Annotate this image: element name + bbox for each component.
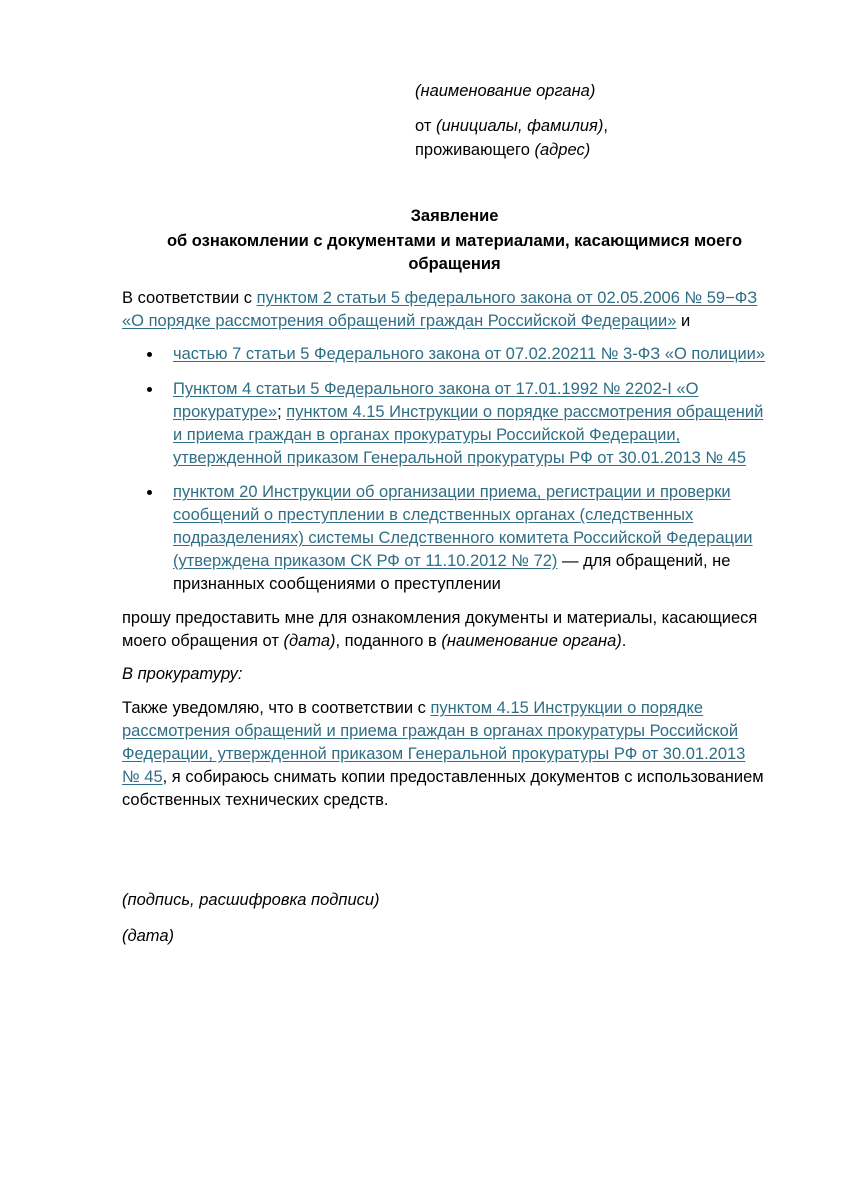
prosecution-instruction-notice-link-cont[interactable]: № 45 bbox=[122, 768, 163, 786]
investigative-instruction-link[interactable]: пунктом 20 Инструкции об организации приема, регистрации и проверки bbox=[173, 483, 731, 501]
prosecution-instruction-link[interactable]: пунктом 4.15 Инструкции о порядке рассмотрения обращений bbox=[286, 403, 764, 421]
request-prefix: моего обращения от bbox=[122, 632, 284, 650]
investigative-instruction-link-cont[interactable]: сообщений о преступлении в следственных органах (следственных bbox=[173, 506, 694, 524]
prosecution-instruction-link-cont[interactable]: утвержденной приказом Генеральной прокуратуры РФ от 30.01.2013 № 45 bbox=[173, 449, 747, 467]
bullet-item-investigative-line1 bbox=[173, 481, 731, 503]
law-59fz-title-link[interactable]: «О порядке рассмотрения обращений граждан Российской Федерации» bbox=[122, 312, 677, 330]
intro-line2 bbox=[122, 310, 690, 332]
bullet-item-police-law bbox=[173, 343, 765, 365]
bullet-item-investigative-line2 bbox=[173, 504, 693, 526]
bullet-marker bbox=[147, 490, 152, 495]
prosecution-instruction-notice-link-cont[interactable]: рассмотрения обращений и приема граждан в органах прокуратуры Российской bbox=[122, 722, 739, 740]
bullet-item-prosecution-line3 bbox=[173, 424, 680, 446]
prosecution-law-link[interactable]: Пунктом 4 статьи 5 Федерального закона от 17.01.1992 № 2202-I «О bbox=[173, 380, 699, 398]
document-title: Заявление bbox=[410, 207, 499, 225]
notice-prefix: Также уведомляю, что в соответствии с bbox=[122, 699, 431, 717]
notice-line1 bbox=[122, 697, 703, 719]
bullet-item-prosecution-line4 bbox=[173, 447, 746, 469]
date-placeholder: (дата) bbox=[283, 632, 336, 650]
residing-prefix: проживающего bbox=[415, 141, 535, 159]
investigative-instruction-link-cont[interactable]: подразделениях) системы Следственного комитета Российской Федерации bbox=[173, 529, 753, 547]
notice-line3 bbox=[122, 743, 745, 765]
intro-suffix: и bbox=[676, 312, 691, 330]
authority-placeholder: (наименование органа) bbox=[415, 82, 596, 100]
signature-placeholder: (подпись, расшифровка подписи) bbox=[122, 891, 380, 909]
separator: ; bbox=[277, 403, 287, 421]
bullet-item-investigative-line4 bbox=[173, 550, 730, 572]
address-line bbox=[415, 139, 590, 161]
document-subtitle-line2: обращения bbox=[408, 255, 501, 273]
signature-date-placeholder: (дата) bbox=[122, 927, 175, 945]
police-law-link[interactable]: частью 7 статьи 5 Федерального закона от 07.02.20211 № 3-ФЗ «О полиции» bbox=[173, 345, 766, 363]
prosecution-instruction-link-cont[interactable]: и приема граждан в органах прокуратуры Российской Федерации, bbox=[173, 426, 681, 444]
intro-prefix: В соответствии с bbox=[122, 289, 257, 307]
address-placeholder: (адрес) bbox=[534, 141, 591, 159]
investigative-tail: — для обращений, не bbox=[557, 552, 731, 570]
applicant-line bbox=[415, 115, 608, 137]
bullet-item-prosecution-law-line1 bbox=[173, 378, 698, 400]
bullet-marker bbox=[147, 352, 152, 357]
bullet-marker bbox=[147, 387, 152, 392]
investigative-instruction-link-cont[interactable]: (утверждена приказом СК РФ от 11.10.2012 № 72) bbox=[173, 552, 558, 570]
intro-line1 bbox=[122, 287, 757, 309]
authority-placeholder-inline: (наименование органа) bbox=[441, 632, 622, 650]
prosecution-instruction-notice-link[interactable]: пунктом 4.15 Инструкции о порядке bbox=[430, 699, 704, 717]
bullet-item-investigative-line3 bbox=[173, 527, 753, 549]
request-line2 bbox=[122, 630, 626, 652]
law-59fz-link[interactable]: пунктом 2 статьи 5 федерального закона от 02.05.2006 № 59−ФЗ bbox=[256, 289, 758, 307]
notice-line2 bbox=[122, 720, 738, 742]
request-line1: прошу предоставить мне для ознакомления документы и материалы, касающиеся bbox=[122, 609, 758, 627]
bullet-item-prosecution-law-line2 bbox=[173, 401, 763, 423]
request-mid: , поданного в bbox=[335, 632, 442, 650]
notice-line5: собственных технических средств. bbox=[122, 791, 389, 809]
bullet-item-investigative-line5: признанных сообщениями о преступлении bbox=[173, 575, 501, 593]
from-suffix: , bbox=[603, 117, 608, 135]
from-prefix: от bbox=[415, 117, 436, 135]
prosecution-law-link-cont[interactable]: прокуратуре» bbox=[173, 403, 278, 421]
request-suffix: . bbox=[621, 632, 627, 650]
document-subtitle-line1: об ознакомлении с документами и материалами, касающимися моего bbox=[166, 232, 743, 250]
applicant-name-placeholder: (инициалы, фамилия) bbox=[435, 117, 604, 135]
prosecutor-note: В прокуратуру: bbox=[122, 665, 243, 683]
prosecution-instruction-notice-link-cont[interactable]: Федерации, утвержденной приказом Генеральной прокуратуры РФ от 30.01.2013 bbox=[122, 745, 746, 763]
notice-tail: , я собираюсь снимать копии предоставленных документов с использованием bbox=[162, 768, 764, 786]
notice-line4 bbox=[122, 766, 764, 788]
